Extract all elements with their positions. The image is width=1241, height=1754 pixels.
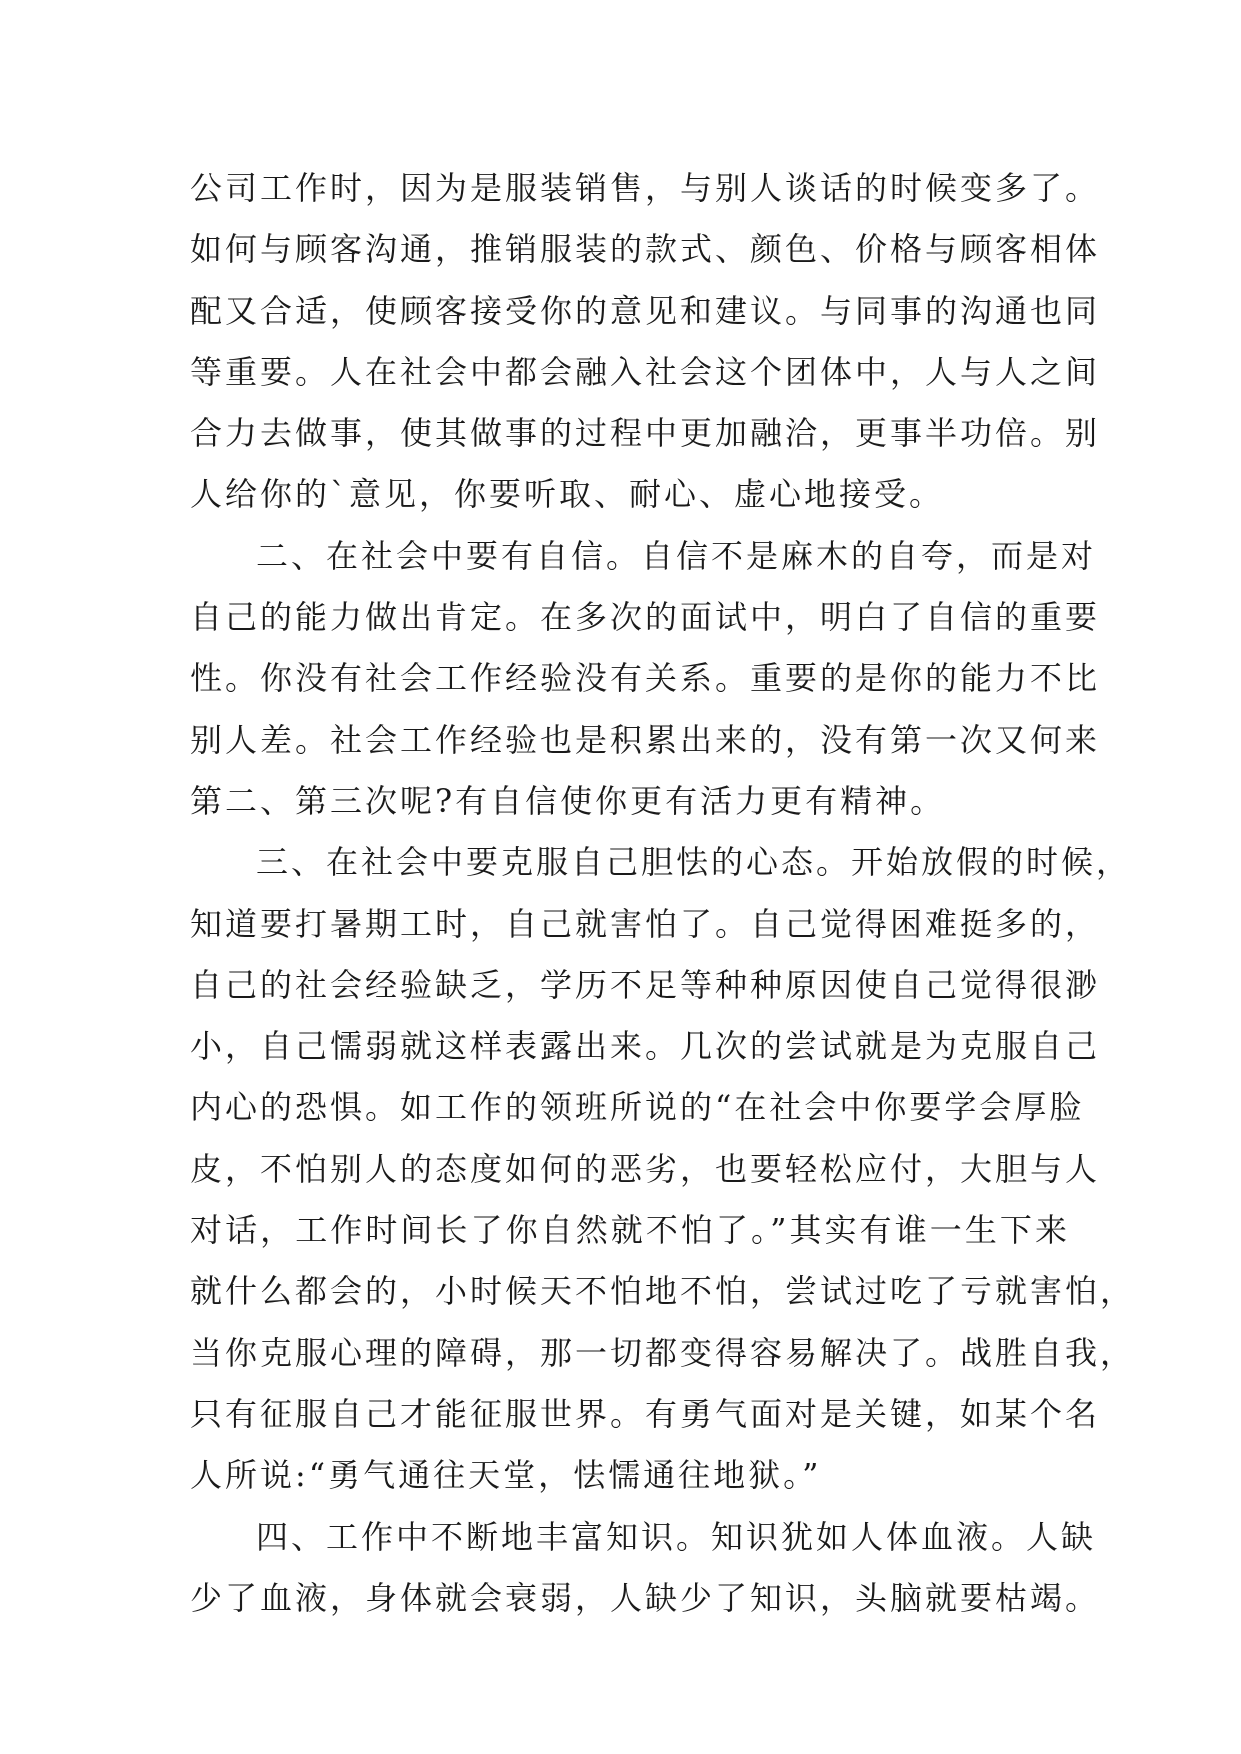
- text-line: 公司工作时，因为是服装销售，与别人谈话的时候变多了。: [190, 169, 1101, 207]
- text-line: 小，自己懦弱就这样表露出来。几次的尝试就是为克服自己: [190, 1027, 1101, 1066]
- text-line: 内心的恐惧。如工作的领班所说的“在社会中你要学会厚脸: [190, 1088, 1085, 1127]
- text-line: 少了血液，身体就会衰弱，人缺少了知识，头脑就要枯竭。: [190, 1578, 1101, 1617]
- text-line: 性。你没有社会工作经验没有关系。重要的是你的能力不比: [190, 659, 1101, 698]
- text-line: 对话，工作时间长了你自然就不怕了。”其实有谁一生下来: [190, 1211, 1070, 1250]
- text-line: 第二、第三次呢?有自信使你更有活力更有精神。: [190, 781, 946, 820]
- body-text: [190, 158, 1136, 1629]
- text-line: 只有征服自己才能征服世界。有勇气面对是关键，如某个名: [190, 1394, 1101, 1433]
- text-line: 皮，不怕别人的态度如何的恶劣，也要轻松应付，大胆与人: [190, 1149, 1101, 1188]
- paragraph-start-line: 二、在社会中要有自信。自信不是麻木的自夸，而是对: [256, 536, 1097, 575]
- text-line: 配又合适，使顾客接受你的意见和建议。与同事的沟通也同: [190, 291, 1101, 330]
- paragraph-start-line: 三、在社会中要克服自己胆怯的心态。开始放假的时候，: [256, 843, 1132, 882]
- text-line: 自己的社会经验缺乏，学历不足等种种原因使自己觉得很渺: [190, 965, 1101, 1004]
- text-line: 知道要打暑期工时，自己就害怕了。自己觉得困难挺多的，: [190, 904, 1101, 943]
- text-line: 如何与顾客沟通，推销服装的款式、颜色、价格与顾客相体: [190, 230, 1101, 269]
- text-line: 就什么都会的，小时候天不怕地不怕，尝试过吃了亏就害怕，: [190, 1272, 1136, 1311]
- text-line: 别人差。社会工作经验也是积累出来的，没有第一次又何来: [190, 720, 1101, 759]
- text-line: 人所说:“勇气通往天堂，怯懦通往地狱。”: [190, 1456, 822, 1495]
- text-line: 合力去做事，使其做事的过程中更加融洽，更事半功倍。别: [190, 414, 1101, 453]
- text-line: 自己的能力做出肯定。在多次的面试中，明白了自信的重要: [190, 598, 1101, 637]
- text-line: 当你克服心理的障碍，那一切都变得容易解决了。战胜自我，: [190, 1333, 1136, 1372]
- text-line: 等重要。人在社会中都会融入社会这个团体中，人与人之间: [190, 352, 1101, 391]
- paragraph-start-line: 四、工作中不断地丰富知识。知识犹如人体血液。人缺: [256, 1517, 1097, 1556]
- text-line: 人给你的`意见，你要听取、耐心、虚心地接受。: [190, 475, 945, 514]
